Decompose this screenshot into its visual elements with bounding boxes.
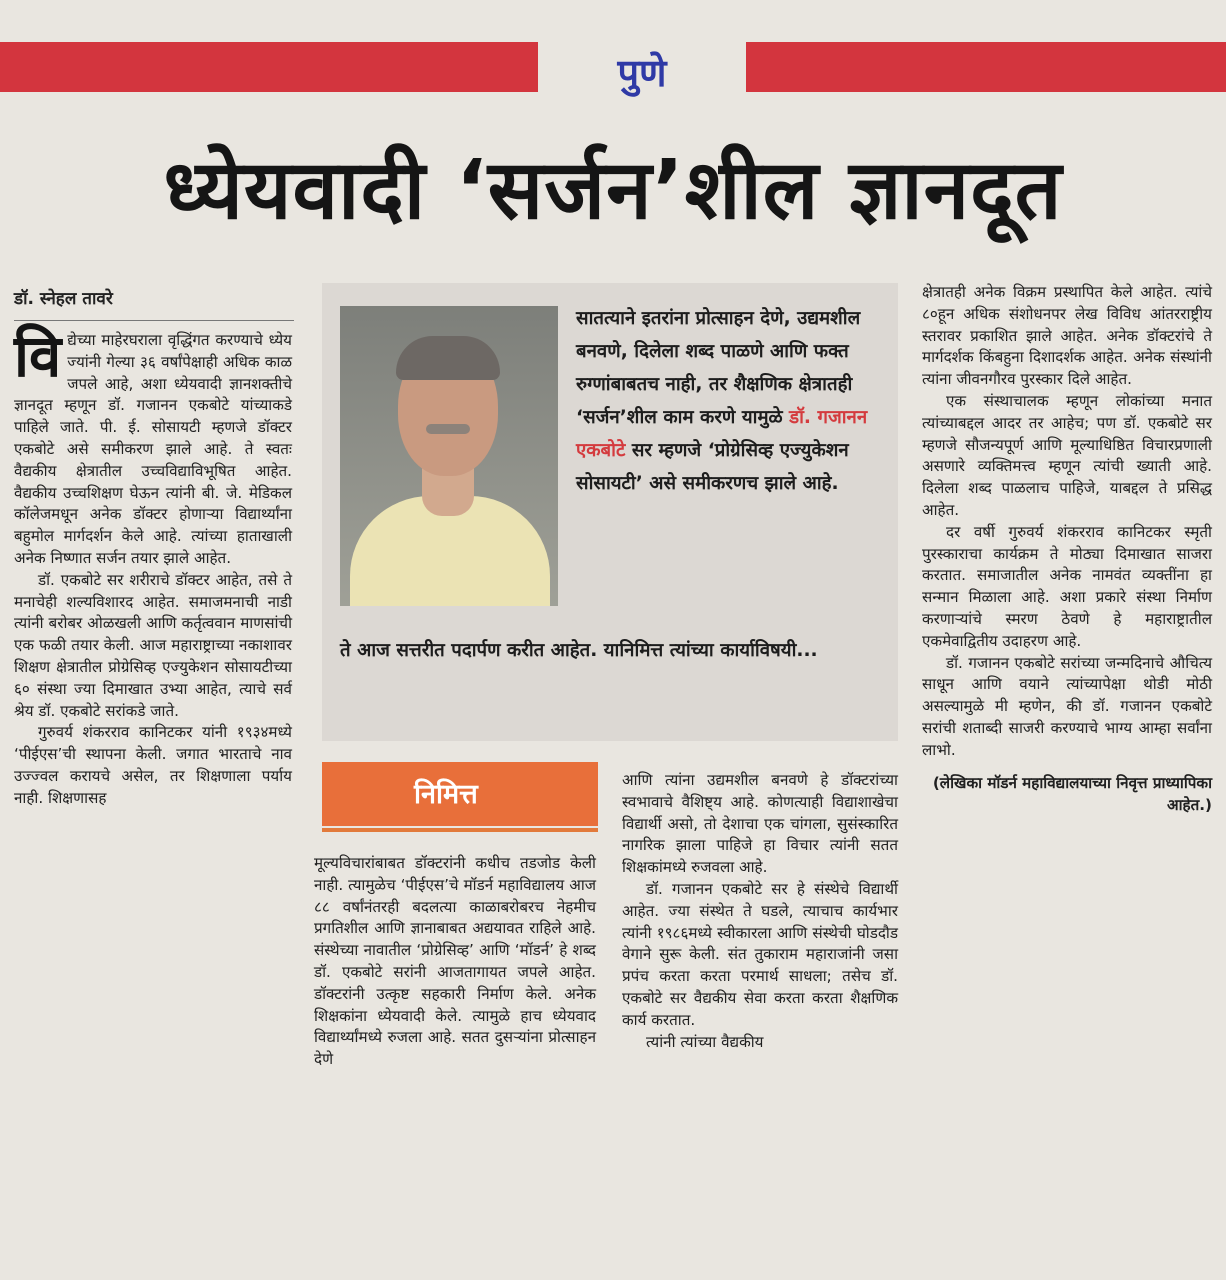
paragraph: त्यांनी त्यांच्या वैद्यकीय [646, 1032, 764, 1051]
author-note: (लेखिका मॉडर्न महाविद्यालयाच्या निवृत्त प्राध्यापिका आहेत.) [932, 773, 1212, 814]
article-column-1 [14, 322, 292, 810]
paragraph: डॉ. गजानन एकबोटे सर हे संस्थेचे विद्यार्थी आहेत. ज्या संस्थेत ते घडले, त्याचाच कार्यभार त्यांनी १९८६मध्ये स्वीकारला आणि संस्थेची घोडदौड वेगाने सुरू केली. संत तुकाराम महाराजांनी जसा प्रपंच करता करता परमार्थ साधला; तसेच डॉ. एकबोटे सर वैद्यकीय सेवा करता करता शैक्षणिक कार्य करतात. [622, 879, 898, 1029]
drop-cap: वि [14, 322, 62, 390]
paragraph: डॉ. एकबोटे सर शरीराचे डॉक्टर आहेत, तसे ते मनाचेही शल्यविशारद आहेत. समाजमनाची नाडी त्यांनी बरोबर ओळखली आणि कर्तृत्ववान माणसांची एक फळी तयार केली. आज महाराष्ट्राच्या नकाशावर शिक्षण क्षेत्रातील प्रोग्रेसिव्ह एज्युकेशन सोसायटीच्या ६० संस्था ज्या दिमाखात उभ्या आहेत, त्याचे सर्व श्रेय डॉ. एकबोटे सरांकडे जाते. [14, 570, 292, 720]
byline-divider [14, 320, 294, 321]
paragraph: डॉ. गजानन एकबोटे सरांच्या जन्मदिनाचे औचित्य साधून आणि वयाने त्यांच्यापेक्षा थोडी मोठी असल्यामुळे मी म्हणेन, की डॉ. गजानन एकबोटे सरांची शताब्दी साजरी करण्याचे भाग्य आम्हा सर्वांना लाभो. [922, 653, 1212, 759]
paragraph: गुरुवर्य शंकरराव कानिटकर यांनी १९३४मध्ये ‘पीईएस’ची स्थापना केली. जगात भारताचे नाव उज्ज्वल करायचे असेल, तर शिक्षणाला पर्याय नाही. शिक्षणासह [14, 723, 292, 807]
byline: डॉ. स्नेहल तावरे [14, 289, 113, 309]
red-banner-left [0, 42, 538, 92]
headline: ध्येयवादी ‘सर्जन’शील ज्ञानदूत [163, 143, 1063, 238]
paragraph: आणि त्यांना उद्यमशील बनवणे हे डॉक्टरांच्या स्वभावाचे वैशिष्ट्य आहे. कोणत्याही विद्याशाखेचा विद्यार्थी असो, तो देशाचा एक चांगला, सुसंस्कारित नागरिक झाला पाहिजे हा विचार त्यांनी सतत शिक्षकांमध्ये रुजवला आहे. [622, 771, 898, 877]
pull-quote: सातत्याने इतरांना प्रोत्साहन देणे, उद्यमशील बनवणे, दिलेला शब्द पाळणे आणि फक्त रुग्णांबाबतच नाही, तर शैक्षणिक क्षेत्रातही ‘सर्जन’शील काम करणे यामुळे डॉ. गजानन एकबोटे सर म्हणजे ‘प्रोग्रेसिव्ह एज्युकेशन सोसायटी’ असे समीकरणच झाले आहे. [576, 308, 868, 494]
paragraph: एक संस्थाचालक म्हणून लोकांच्या मनात त्यांच्याबद्दल आदर तर आहेच; पण डॉ. एकबोटे सर म्हणजे सौजन्यपूर्ण आणि मूल्याधिष्ठित विचारप्रणाली असणारे व्यक्तिमत्त्व म्हणून त्यांची ख्याती आहे. दिलेला शब्द पाळलाच पाहिजे, याबद्दल ते प्रसिद्ध आहेत. [922, 391, 1212, 519]
article-column-3 [622, 770, 898, 1053]
paragraph: दर वर्षी गुरुवर्य शंकरराव कानिटकर स्मृती पुरस्काराचा कार्यक्रम ते मोठ्या दिमाखात साजरा करतात. समाजातील अनेक नामवंत व्यक्तींना हा सन्मान मिळाला आहे. अशा प्रकारे संस्था निर्माण करणाऱ्यांचे स्मरण ठेवणे हे महाराष्ट्रातील एकमेवाद्वितीय उदाहरण आहे. [922, 522, 1212, 650]
article-column-4 [922, 282, 1212, 816]
section-label: पुणे [617, 51, 667, 95]
paragraph: क्षेत्रातही अनेक विक्रम प्रस्थापित केले आहेत. त्यांचे ८०हून अधिक संशोधनपर लेख विविध आंतरराष्ट्रीय स्तरावर प्रकाशित झाले आहेत. अनेक डॉक्टरांचे ते मार्गदर्शक किंबहुना दिशादर्शक आहेत. अनेक संस्थांनी त्यांना जीवनगौरव पुरस्कार दिले आहेत. [922, 283, 1212, 389]
tag-underline [322, 828, 598, 832]
pull-quote-tail: ते आज सत्तरीत पदार्पण करीत आहेत. यानिमित्त त्यांच्या कार्याविषयी... [340, 640, 818, 661]
paragraph: मूल्यविचारांबाबत डॉक्टरांनी कधीच तडजोड केली नाही. त्यामुळेच ‘पीईएस’चे मॉडर्न महाविद्यालय आज ८८ वर्षांनंतरही बदलत्या काळाबरोबरच नेहमीच प्रगतिशील आणि ज्ञानाबाबत अद्ययावत राहिले आहे. संस्थेच्या नावातील ‘प्रोग्रेसिव्ह’ आणि ‘मॉडर्न’ हे शब्द डॉ. एकबोटे सरांनी आजतागायत जपले आहेत. डॉक्टरांनी उत्कृष्ट सहकारी निर्माण केले. अनेक शिक्षकांना ध्येयवादी केले. त्यामुळे हाच ध्येयवाद विद्यार्थ्यांमध्ये रुजला आहे. सतत दुसऱ्यांना प्रोत्साहन देणे [314, 854, 596, 1069]
red-banner-right [746, 42, 1226, 92]
paragraph: विद्येच्या माहेरघराला वृद्धिंगत करण्याचे ध्येय ज्यांनी गेल्या ३६ वर्षांपेक्षाही अधिक काळ जपले आहे, अशा ध्येयवादी ज्ञानशक्तीचे ज्ञानदूत म्हणून डॉ. गजानन एकबोटे यांच्याकडे पाहिले जाते. पी. ई. सोसायटी म्हणजे डॉक्टर एकबोटे असे समीकरण झाले आहे. ते स्वतः वैद्यकीय क्षेत्रातील उच्चविद्याविभूषित आहेत. वैद्यकीय उच्चशिक्षण घेऊन त्यांनी बी. जे. मेडिकल कॉलेजमधून अनेक डॉक्टर होणाऱ्या विद्यार्थ्यांना बहुमोल मार्गदर्शन केले आहे. त्यांच्या हाताखाली अनेक निष्णात सर्जन तयार झाले आहेत. [14, 322, 292, 567]
portrait-photo [340, 306, 558, 606]
article-column-2 [314, 853, 596, 1071]
nimitta-tag [322, 762, 598, 826]
tag-label: निमित्त [414, 779, 478, 810]
highlighted-name: डॉ. गजानन एकबोटे [576, 407, 868, 461]
